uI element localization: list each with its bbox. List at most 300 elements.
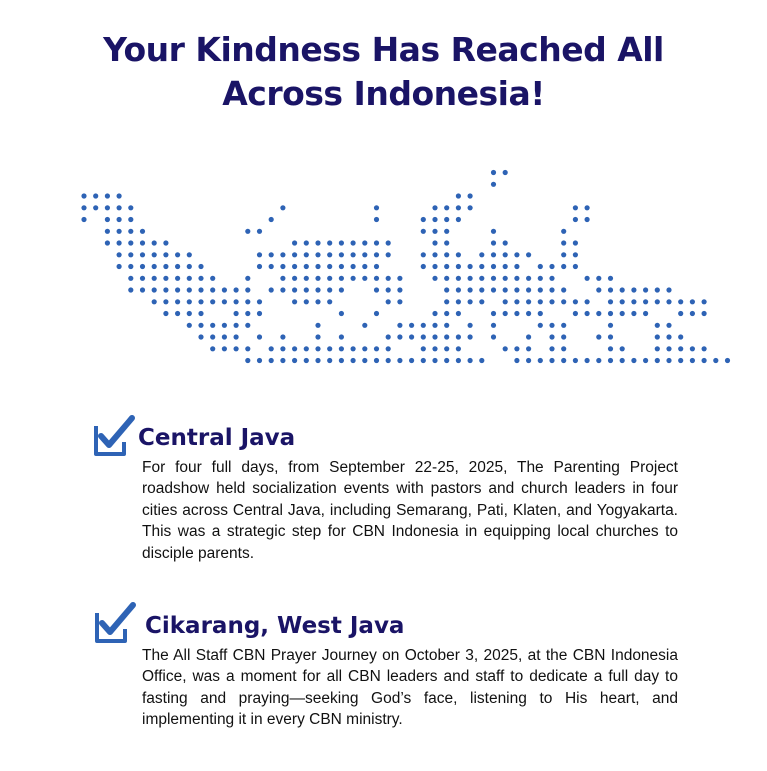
map-dot bbox=[549, 264, 554, 269]
map-dot bbox=[257, 299, 262, 304]
map-dot bbox=[245, 323, 250, 328]
map-dot bbox=[269, 358, 274, 363]
map-dot bbox=[444, 240, 449, 245]
map-dot bbox=[444, 217, 449, 222]
map-dot bbox=[432, 240, 437, 245]
map-dot bbox=[257, 252, 262, 257]
map-dot bbox=[198, 264, 203, 269]
map-dot bbox=[128, 276, 133, 281]
map-dot bbox=[561, 334, 566, 339]
map-dot bbox=[468, 276, 473, 281]
map-dot bbox=[573, 205, 578, 210]
map-dot bbox=[117, 240, 122, 245]
map-dot bbox=[666, 323, 671, 328]
map-dot bbox=[187, 264, 192, 269]
map-dot bbox=[538, 358, 543, 363]
map-dot bbox=[175, 299, 180, 304]
map-dot bbox=[421, 252, 426, 257]
map-dot bbox=[444, 334, 449, 339]
map-dot bbox=[304, 240, 309, 245]
map-dot bbox=[491, 323, 496, 328]
map-dot bbox=[269, 264, 274, 269]
map-dot bbox=[304, 287, 309, 292]
map-dot bbox=[386, 240, 391, 245]
map-dot bbox=[678, 334, 683, 339]
map-dot bbox=[456, 193, 461, 198]
map-dot bbox=[620, 358, 625, 363]
map-dot bbox=[140, 252, 145, 257]
map-dot bbox=[468, 299, 473, 304]
map-dot bbox=[503, 311, 508, 316]
map-dot bbox=[444, 346, 449, 351]
map-dot bbox=[596, 311, 601, 316]
map-dot bbox=[374, 346, 379, 351]
map-dot bbox=[304, 346, 309, 351]
map-dot bbox=[234, 311, 239, 316]
map-dot bbox=[596, 276, 601, 281]
map-dot bbox=[163, 311, 168, 316]
map-dot bbox=[468, 264, 473, 269]
map-dot bbox=[713, 358, 718, 363]
map-dot bbox=[678, 358, 683, 363]
map-dot bbox=[421, 346, 426, 351]
map-dot bbox=[456, 264, 461, 269]
map-dot bbox=[491, 311, 496, 316]
map-dot bbox=[210, 334, 215, 339]
map-dot bbox=[421, 323, 426, 328]
map-dot bbox=[655, 299, 660, 304]
map-dot bbox=[292, 299, 297, 304]
map-dot bbox=[327, 358, 332, 363]
map-dot bbox=[339, 287, 344, 292]
map-dot bbox=[620, 287, 625, 292]
map-dot bbox=[549, 334, 554, 339]
map-dot bbox=[374, 276, 379, 281]
map-dot bbox=[514, 358, 519, 363]
map-dot bbox=[175, 276, 180, 281]
map-dot bbox=[538, 287, 543, 292]
map-dot bbox=[655, 287, 660, 292]
map-dot bbox=[409, 323, 414, 328]
map-dot bbox=[304, 264, 309, 269]
map-dot bbox=[163, 240, 168, 245]
map-dot bbox=[128, 287, 133, 292]
map-dot bbox=[573, 311, 578, 316]
map-dot bbox=[234, 323, 239, 328]
map-dot bbox=[526, 299, 531, 304]
map-dot bbox=[561, 287, 566, 292]
map-dot bbox=[549, 346, 554, 351]
map-dot bbox=[479, 252, 484, 257]
map-dot bbox=[479, 264, 484, 269]
map-dot bbox=[374, 240, 379, 245]
map-dot bbox=[163, 299, 168, 304]
map-dot bbox=[374, 311, 379, 316]
map-dot bbox=[397, 299, 402, 304]
map-dot bbox=[573, 240, 578, 245]
map-dot bbox=[292, 276, 297, 281]
map-dot bbox=[514, 264, 519, 269]
map-dot bbox=[304, 358, 309, 363]
map-dot bbox=[339, 264, 344, 269]
map-dot bbox=[643, 299, 648, 304]
map-dot bbox=[175, 264, 180, 269]
map-dot bbox=[280, 358, 285, 363]
map-dot bbox=[468, 323, 473, 328]
map-dot bbox=[362, 240, 367, 245]
map-dot bbox=[304, 299, 309, 304]
map-dot bbox=[655, 358, 660, 363]
map-dot bbox=[81, 205, 86, 210]
map-dot bbox=[222, 287, 227, 292]
map-dot bbox=[491, 264, 496, 269]
map-dot bbox=[456, 311, 461, 316]
map-dot bbox=[105, 229, 110, 234]
map-dot bbox=[315, 276, 320, 281]
map-dot bbox=[561, 323, 566, 328]
map-dot bbox=[257, 311, 262, 316]
map-dot bbox=[456, 299, 461, 304]
map-dot bbox=[362, 276, 367, 281]
map-dot bbox=[374, 252, 379, 257]
map-dot bbox=[339, 276, 344, 281]
map-dot bbox=[280, 252, 285, 257]
map-dot bbox=[362, 252, 367, 257]
section-heading: Cikarang, West Java bbox=[145, 613, 405, 639]
map-dot bbox=[444, 311, 449, 316]
map-dot bbox=[105, 193, 110, 198]
map-dot bbox=[596, 287, 601, 292]
map-dot bbox=[725, 358, 730, 363]
map-dot bbox=[631, 358, 636, 363]
map-dot bbox=[198, 287, 203, 292]
map-dot bbox=[397, 287, 402, 292]
map-dot bbox=[222, 299, 227, 304]
map-dot bbox=[444, 276, 449, 281]
map-dot bbox=[269, 287, 274, 292]
map-dot bbox=[386, 276, 391, 281]
map-dot bbox=[491, 229, 496, 234]
map-dot bbox=[444, 287, 449, 292]
map-dot bbox=[608, 358, 613, 363]
map-dot bbox=[292, 346, 297, 351]
map-dot bbox=[444, 299, 449, 304]
map-dot bbox=[351, 276, 356, 281]
map-dot bbox=[456, 287, 461, 292]
map-dot bbox=[128, 205, 133, 210]
map-dot bbox=[526, 276, 531, 281]
map-dot bbox=[163, 287, 168, 292]
map-dot bbox=[549, 299, 554, 304]
map-dot bbox=[573, 217, 578, 222]
map-dot bbox=[374, 217, 379, 222]
map-dot bbox=[432, 264, 437, 269]
map-dot bbox=[468, 193, 473, 198]
map-dot bbox=[456, 334, 461, 339]
map-dot bbox=[234, 299, 239, 304]
page-title: Your Kindness Has Reached All Across Indonesia! bbox=[103, 30, 664, 113]
map-dot bbox=[210, 299, 215, 304]
map-dot bbox=[503, 264, 508, 269]
map-dot bbox=[339, 358, 344, 363]
map-dot bbox=[269, 346, 274, 351]
map-dot bbox=[315, 252, 320, 257]
map-dot bbox=[117, 217, 122, 222]
map-dot bbox=[257, 229, 262, 234]
map-dot bbox=[339, 240, 344, 245]
map-dot bbox=[538, 299, 543, 304]
map-dot bbox=[456, 217, 461, 222]
map-dot bbox=[526, 346, 531, 351]
map-dot bbox=[596, 334, 601, 339]
map-dot bbox=[280, 276, 285, 281]
map-dot bbox=[585, 205, 590, 210]
map-dot bbox=[432, 346, 437, 351]
map-dot bbox=[620, 311, 625, 316]
map-dot bbox=[561, 229, 566, 234]
map-dot bbox=[257, 264, 262, 269]
map-dot bbox=[339, 334, 344, 339]
map-dot bbox=[198, 334, 203, 339]
map-dot bbox=[152, 276, 157, 281]
map-dot bbox=[315, 299, 320, 304]
map-dot bbox=[503, 240, 508, 245]
map-dot bbox=[117, 264, 122, 269]
map-dot bbox=[140, 287, 145, 292]
map-dot bbox=[702, 346, 707, 351]
map-dot bbox=[327, 264, 332, 269]
map-dot bbox=[280, 334, 285, 339]
map-dot bbox=[491, 170, 496, 175]
map-dot bbox=[549, 287, 554, 292]
map-dot bbox=[351, 346, 356, 351]
map-dot bbox=[608, 334, 613, 339]
map-dot bbox=[280, 205, 285, 210]
map-dot bbox=[292, 358, 297, 363]
map-dot bbox=[210, 346, 215, 351]
map-dot bbox=[280, 264, 285, 269]
map-dot bbox=[187, 287, 192, 292]
map-dot bbox=[585, 358, 590, 363]
map-dot bbox=[655, 323, 660, 328]
map-dot bbox=[152, 252, 157, 257]
map-dot bbox=[397, 323, 402, 328]
map-dot bbox=[198, 276, 203, 281]
map-dot bbox=[468, 287, 473, 292]
map-dot bbox=[117, 193, 122, 198]
map-dot bbox=[479, 299, 484, 304]
map-dot bbox=[175, 252, 180, 257]
map-dot bbox=[315, 240, 320, 245]
map-dot bbox=[432, 358, 437, 363]
map-dot bbox=[538, 323, 543, 328]
map-dot bbox=[468, 358, 473, 363]
map-dot bbox=[351, 358, 356, 363]
map-dot bbox=[362, 323, 367, 328]
map-dot bbox=[140, 229, 145, 234]
map-dot bbox=[538, 311, 543, 316]
section-heading: Central Java bbox=[138, 425, 296, 451]
map-dot bbox=[117, 205, 122, 210]
map-dot bbox=[117, 252, 122, 257]
map-dot bbox=[374, 264, 379, 269]
map-dot bbox=[702, 299, 707, 304]
map-dot bbox=[456, 205, 461, 210]
map-dot bbox=[304, 276, 309, 281]
map-dot bbox=[187, 299, 192, 304]
map-dot bbox=[351, 264, 356, 269]
map-dot bbox=[702, 311, 707, 316]
checkbox-checked-icon bbox=[92, 414, 136, 458]
map-dot bbox=[491, 240, 496, 245]
map-dot bbox=[432, 323, 437, 328]
map-dot bbox=[245, 346, 250, 351]
map-dot bbox=[468, 205, 473, 210]
map-dot bbox=[503, 299, 508, 304]
map-dot bbox=[561, 346, 566, 351]
map-dot bbox=[397, 358, 402, 363]
map-dot bbox=[163, 252, 168, 257]
map-dot bbox=[163, 276, 168, 281]
map-dot bbox=[140, 264, 145, 269]
map-dot bbox=[514, 287, 519, 292]
map-dot bbox=[234, 334, 239, 339]
map-dot bbox=[432, 229, 437, 234]
map-dot bbox=[549, 358, 554, 363]
map-dot bbox=[386, 346, 391, 351]
map-dot bbox=[362, 264, 367, 269]
map-dot bbox=[339, 252, 344, 257]
map-dot bbox=[432, 205, 437, 210]
map-dot bbox=[666, 358, 671, 363]
map-dot bbox=[245, 276, 250, 281]
map-dot bbox=[491, 334, 496, 339]
map-dot bbox=[503, 276, 508, 281]
map-dot bbox=[421, 217, 426, 222]
map-dot bbox=[397, 276, 402, 281]
map-dot bbox=[140, 276, 145, 281]
map-dot bbox=[655, 346, 660, 351]
map-dot bbox=[292, 252, 297, 257]
map-dot bbox=[503, 346, 508, 351]
map-dot bbox=[386, 252, 391, 257]
map-dot bbox=[128, 217, 133, 222]
map-dot bbox=[245, 311, 250, 316]
map-dot bbox=[620, 346, 625, 351]
map-dot bbox=[292, 287, 297, 292]
map-dot bbox=[421, 334, 426, 339]
map-dot bbox=[280, 346, 285, 351]
map-dot bbox=[362, 346, 367, 351]
map-dot bbox=[444, 229, 449, 234]
map-dot bbox=[374, 358, 379, 363]
map-dot bbox=[514, 299, 519, 304]
map-dot bbox=[643, 358, 648, 363]
map-dot bbox=[444, 205, 449, 210]
map-dot bbox=[561, 264, 566, 269]
map-dot bbox=[514, 276, 519, 281]
map-dot bbox=[456, 252, 461, 257]
map-dot bbox=[561, 299, 566, 304]
map-dot bbox=[374, 287, 379, 292]
map-dot bbox=[93, 193, 98, 198]
map-dot bbox=[245, 287, 250, 292]
map-dot bbox=[257, 358, 262, 363]
map-dot bbox=[678, 311, 683, 316]
map-dot bbox=[526, 334, 531, 339]
map-dot bbox=[620, 299, 625, 304]
map-dot bbox=[585, 311, 590, 316]
map-dot bbox=[573, 252, 578, 257]
map-dot bbox=[491, 182, 496, 187]
map-dot bbox=[526, 358, 531, 363]
map-dot bbox=[152, 240, 157, 245]
map-dot bbox=[397, 334, 402, 339]
map-dot bbox=[292, 264, 297, 269]
map-dot bbox=[456, 358, 461, 363]
map-dot bbox=[538, 264, 543, 269]
map-dot bbox=[690, 358, 695, 363]
map-dot bbox=[187, 276, 192, 281]
map-dot bbox=[327, 252, 332, 257]
map-dot bbox=[514, 311, 519, 316]
map-dot bbox=[315, 334, 320, 339]
map-dot bbox=[222, 323, 227, 328]
map-dot bbox=[339, 311, 344, 316]
map-dot bbox=[105, 217, 110, 222]
map-dot bbox=[702, 358, 707, 363]
map-dot bbox=[585, 217, 590, 222]
map-dot bbox=[573, 358, 578, 363]
map-dot bbox=[222, 334, 227, 339]
map-dot bbox=[643, 287, 648, 292]
map-dot bbox=[432, 217, 437, 222]
map-dot bbox=[140, 240, 145, 245]
map-dot bbox=[409, 334, 414, 339]
map-dot bbox=[561, 358, 566, 363]
map-dot bbox=[327, 287, 332, 292]
map-dot bbox=[456, 346, 461, 351]
map-dot bbox=[585, 299, 590, 304]
map-dot bbox=[655, 334, 660, 339]
map-dot bbox=[608, 299, 613, 304]
map-dot bbox=[245, 229, 250, 234]
map-dot bbox=[105, 240, 110, 245]
map-dot bbox=[315, 358, 320, 363]
map-dot bbox=[432, 252, 437, 257]
map-dot bbox=[608, 287, 613, 292]
map-dot bbox=[339, 346, 344, 351]
map-dot bbox=[128, 252, 133, 257]
map-dot bbox=[117, 229, 122, 234]
map-dot bbox=[187, 323, 192, 328]
map-dot bbox=[362, 358, 367, 363]
map-dot bbox=[421, 264, 426, 269]
map-dot bbox=[678, 346, 683, 351]
map-dot bbox=[690, 299, 695, 304]
map-dot bbox=[596, 358, 601, 363]
map-dot bbox=[292, 240, 297, 245]
map-dot bbox=[210, 276, 215, 281]
map-dot bbox=[280, 287, 285, 292]
map-dot bbox=[631, 287, 636, 292]
map-dot bbox=[503, 252, 508, 257]
map-dot bbox=[573, 264, 578, 269]
map-dot bbox=[631, 299, 636, 304]
map-dot bbox=[503, 287, 508, 292]
map-dot bbox=[210, 287, 215, 292]
map-dot bbox=[666, 346, 671, 351]
